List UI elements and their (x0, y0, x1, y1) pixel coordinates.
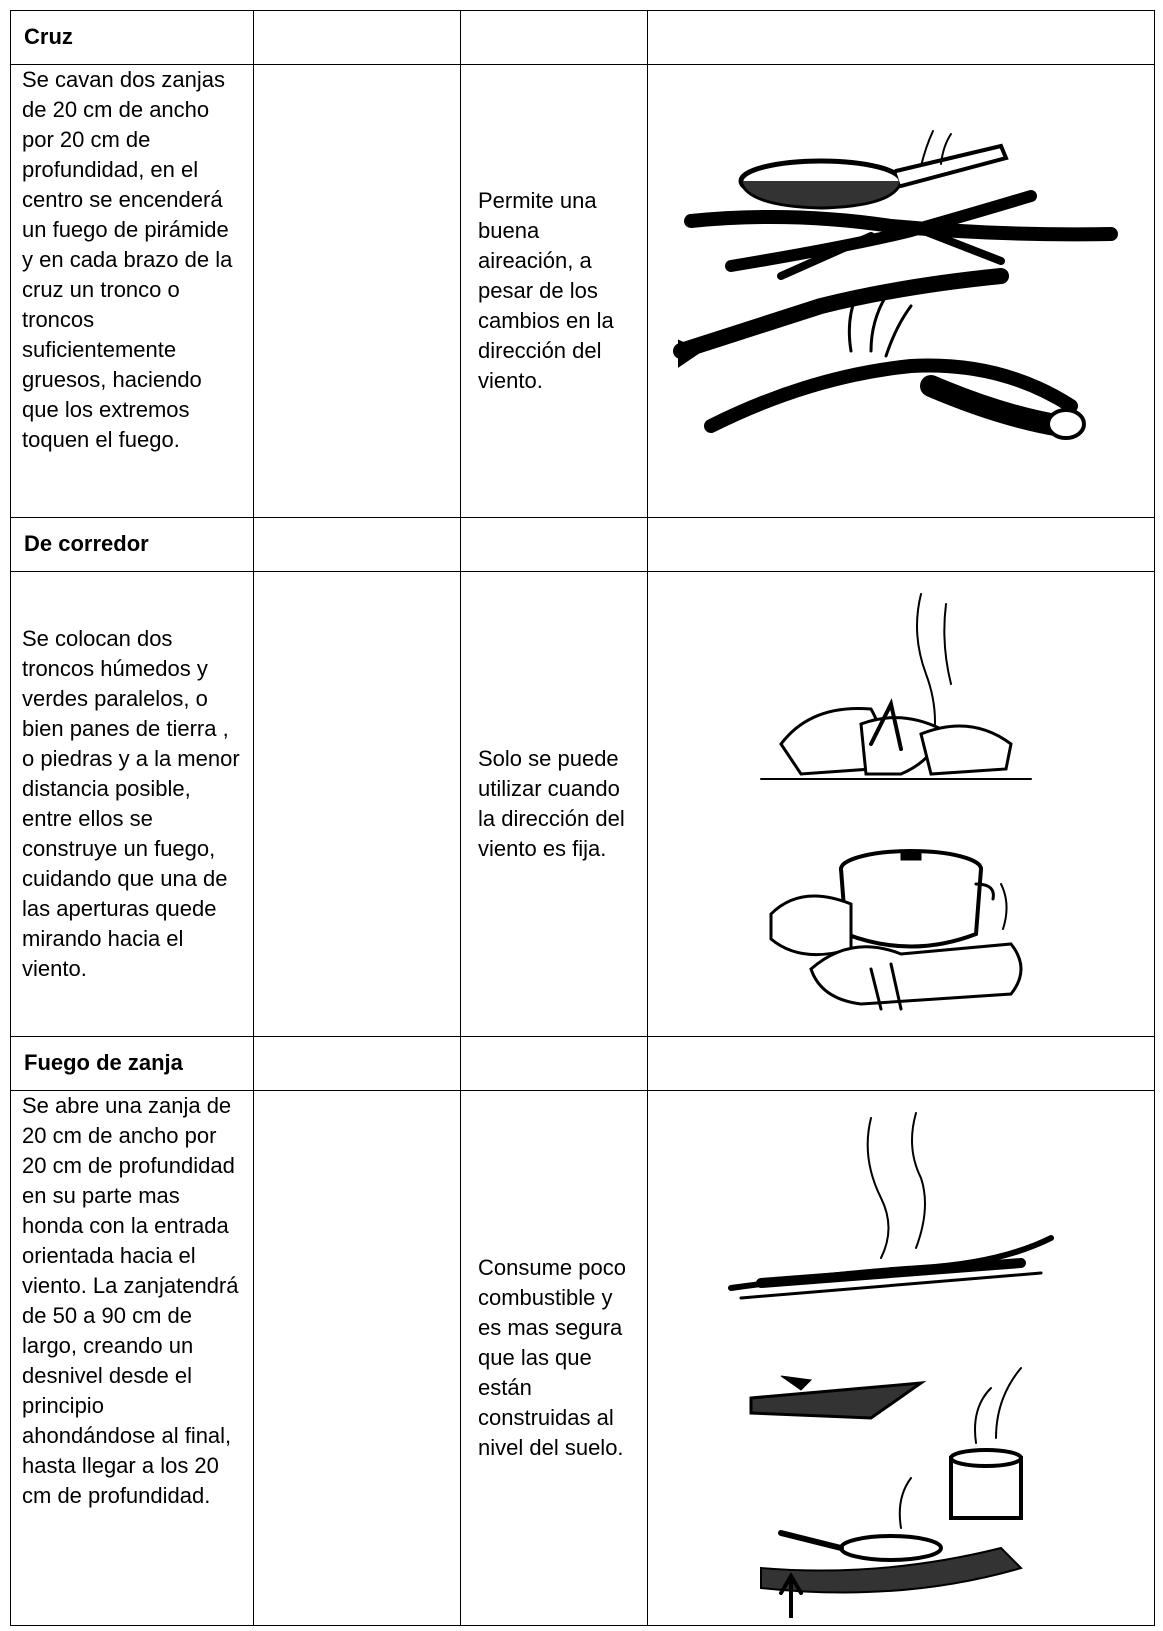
trench-fire-illustration (721, 1098, 1081, 1618)
table-row-header (11, 1037, 1155, 1091)
fire-types-table (10, 10, 1155, 1626)
row-title: Fuego de zanja (24, 1050, 183, 1075)
row-title: De corredor (24, 531, 149, 556)
row-description: Se colocan dos troncos húmedos y verdes paralelos, o bien panes de tierra , o piedras y a la menor distancia posible, entre ellos se construye un fuego, cuidando que una de las aperturas quede mirando hacia el viento. (22, 626, 240, 981)
row-title: Cruz (24, 24, 73, 49)
table-row-header (11, 518, 1155, 572)
table-row (11, 1091, 1155, 1626)
table-row (11, 572, 1155, 1037)
table-row (11, 65, 1155, 518)
row-description: Se abre una zanja de 20 cm de ancho por 20 cm de profundidad en su parte mas honda con la entrada orientada hacia el viento. La zanjatendrá de 50 a 90 cm de largo, creando un desnivel desde el principio ahondándose al final, hasta llegar a los 20 cm de profundidad. (22, 1093, 239, 1508)
row-note: Consume poco combustible y es mas segura que las que están construidas al nivel del suelo. (461, 1091, 648, 1626)
row-description: Se cavan dos zanjas de 20 cm de ancho por 20 cm de profundidad, en el centro se encenderá un fuego de pirámide y en cada brazo de la cruz un tronco o troncos suficientemente gruesos, haciendo que los extremos toquen el fuego. (22, 67, 233, 452)
row-note: Solo se puede utilizar cuando la dirección del viento es fija. (461, 572, 648, 1037)
row-note: Permite una buena aireación, a pesar de los cambios en la dirección del viento. (461, 65, 648, 518)
cross-fire-illustration (671, 126, 1131, 456)
table-row-header (11, 11, 1155, 65)
corridor-fire-illustration (741, 584, 1061, 1024)
